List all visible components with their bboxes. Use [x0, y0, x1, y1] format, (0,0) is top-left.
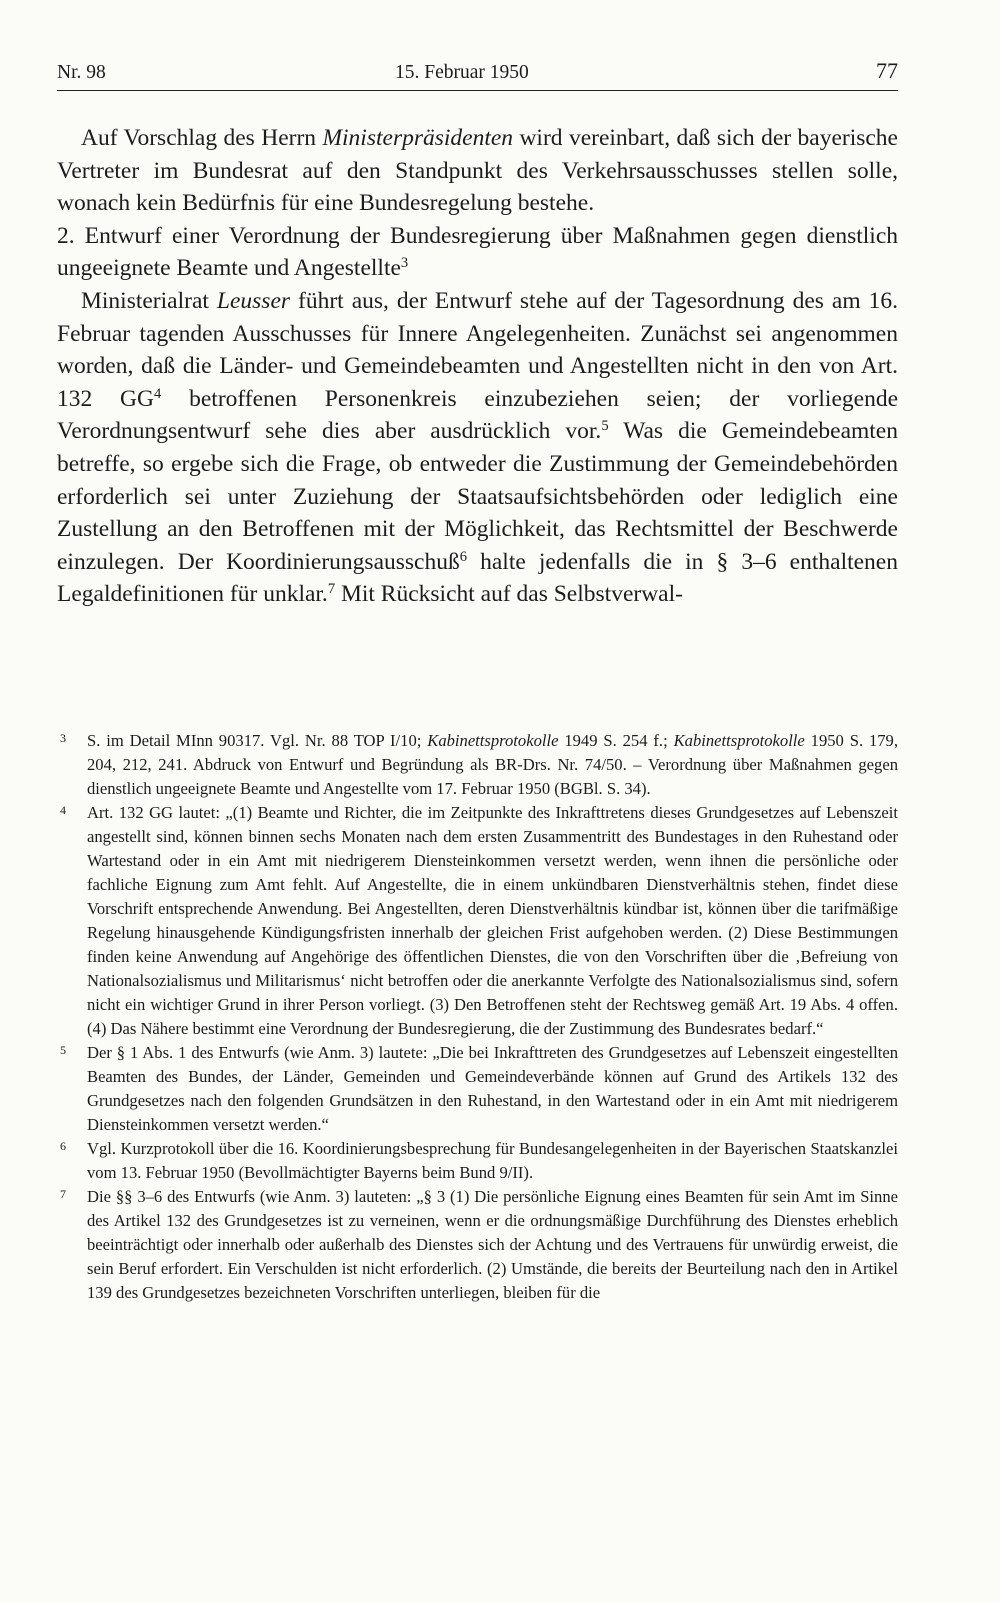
agenda-item-2: 2. Entwurf einer Verordnung der Bundesregierung über Maßnahmen gegen dienstlich ungeeignete Beamte und Angestellte$^3$ — [57, 222, 898, 282]
footnotes — [57, 729, 898, 1305]
footnote-ref-6: 6 — [459, 548, 468, 565]
page-number: 77 — [876, 58, 898, 83]
footnote-ref-7: 7 — [327, 581, 336, 598]
footnote-ref-4: 4 — [154, 385, 162, 402]
footnote-6: 6 Vgl. Kurzprotokoll über die 16. Koordinierungsbesprechung für Bundesangelegenheiten in der Bayerischen Staatskanzlei vom 13. Februar 1950 (Bevollmächtigter Bayerns beim Bund 9/II). — [57, 1137, 898, 1185]
footnote-number: 7 — [60, 1187, 66, 1201]
footnote-ref-5: 5 — [601, 418, 609, 435]
paragraph-proposal: Auf Vorschlag des Herrn Ministerpräsidenten wird vereinbart, daß sich der bayerische Vertreter im Bundesrat auf den Standpunkt des Verkehrsausschusses stellen solle, wonach kein Bedürfnis für eine Bundesregelung bestehe. — [57, 125, 898, 217]
document-date: 15. Februar 1950 — [395, 62, 529, 83]
document-number: Nr. 98 — [57, 62, 106, 83]
running-head — [57, 58, 898, 91]
footnote-ref-3: 3 — [400, 255, 409, 272]
footnote-number: 6 — [60, 1139, 66, 1153]
footnote-5: 5 Der § 1 Abs. 1 des Entwurfs (wie Anm. 3) lautete: „Die bei Inkrafttreten des Grundgesetzes auf Lebenszeit eingestellten Beamten des Bundes, der Länder, Gemeinden und Gemeindeverbände können auf Grund des Artikels 132 des Grundgesetzes nach den folgenden Grundsätzen in den Ruhestand, in den Wartestand oder in ein Amt mit niedrigerem Diensteinkommen versetzt werden.“ — [57, 1041, 898, 1137]
footnote-3: 3 S. im Detail MInn 90317. Vgl. Nr. 88 TOP I/10; Kabinettsprotokolle 1949 S. 254 f.; Kabinettsprotokolle 1950 S. 179, 204, 212, 241. Abdruck von Entwurf und Begründung als BR-Drs. Nr. 74/50. – Verordnung über Maßnahmen gegen dienstlich ungeeignete Beamte und Angestellte vom 17. Februar 1950 (BGBl. S. 34). — [57, 729, 898, 801]
footnote-number: 3 — [60, 731, 66, 745]
emphasis-leusser: Leusser — [216, 287, 291, 314]
footnote-number: 4 — [60, 803, 66, 817]
main-text — [57, 122, 898, 611]
footnote-4: 4 Art. 132 GG lautet: „(1) Beamte und Richter, die im Zeitpunkte des Inkrafttretens dieses Grundgesetzes auf Lebenszeit angestellt sind, können binnen sechs Monaten nach dem ersten Zusammentritt des Bundestages in den Ruhestand oder Wartestand oder in ein Amt mit niedrigerem Diensteinkommen versetzt werden, wenn ihnen die persönliche oder fachliche Eignung zum Amt fehlt. Auf Angestellte, die in einem unkündbaren Dienstverhältnis stehen, findet diese Vorschrift entsprechende Anwendung. Bei Angestellten, deren Dienstverhältnis kündbar ist, können über die tarifmäßige Regelung hinausgehende Kündigungsfristen innerhalb der gleichen Frist aufgehoben werden. (2) Diese Bestimmungen finden keine Anwendung auf Angehörige des öffentlichen Dienstes, die von den Vorschriften über die ‚Befreiung von Nationalsozialismus und Militarismus‘ nicht betroffen oder die anerkannte Verfolgte des Nationalsozialismus sind, sofern nicht ein wichtiger Grund in ihrer Person vorliegt. (3) Den Betroffenen steht der Rechtsweg gemäß Art. 19 Abs. 4 offen. (4) Das Nähere bestimmt eine Verordnung der Bundesregierung, die der Zustimmung des Bundesrates bedarf.“ — [57, 801, 898, 1041]
footnote-7: 7 Die §§ 3–6 des Entwurfs (wie Anm. 3) lauteten: „§ 3 (1) Die persönliche Eignung eines Beamten für sein Amt im Sinne des Artikel 132 des Grundgesetzes ist zu verneinen, wenn er die ordnungsmäßige Durchführung des Dienstes erheblich beeinträchtigt oder innerhalb oder außerhalb des Dienstes sich der Achtung und des Vertrauens für unwürdig erweist, die sein Beruf erfordert. Ein Verschulden ist nicht erforderlich. (2) Umstände, die bereits der Beurteilung nach den in Artikel 139 des Grundgesetzes bezeichneten Vorschriften unterliegen, bleiben für die — [57, 1185, 898, 1305]
paragraph-leusser: Ministerialrat Leusser führt aus, der Entwurf stehe auf der Tagesordnung des am 16. Februar tagenden Ausschusses für Innere Angelegenheiten. Zunächst sei angenommen worden, daß die Länder- und Gemeindebeamten und Angestellten nicht in den von Art. 132 $GG^4$ betroffenen Personenkreis einzubeziehen seien; der vorliegende Verordnungsentwurf sehe dies aber ausdrücklich vor.$^5$ Was die Gemeindebeamten betreffe, so ergebe sich die Frage, ob entweder die Zustimmung der Gemeindebehörden erforderlich sei unter Zuziehung der Staatsaufsichtsbehörden oder lediglich eine Zustellung an den Betroffenen mit der Möglichkeit, das Rechtsmittel der Beschwerde einzulegen. Der Koordinierungsausschuß$^6$ halte jedenfalls die in § 3–6 enthaltenen Legaldefinitionen für unklar.$^7$ Mit Rücksicht auf das Selbstverwal- — [57, 287, 898, 608]
emphasis-ministerpraesident: Ministerpräsidenten — [322, 125, 514, 151]
footnote-number: 5 — [60, 1043, 66, 1057]
